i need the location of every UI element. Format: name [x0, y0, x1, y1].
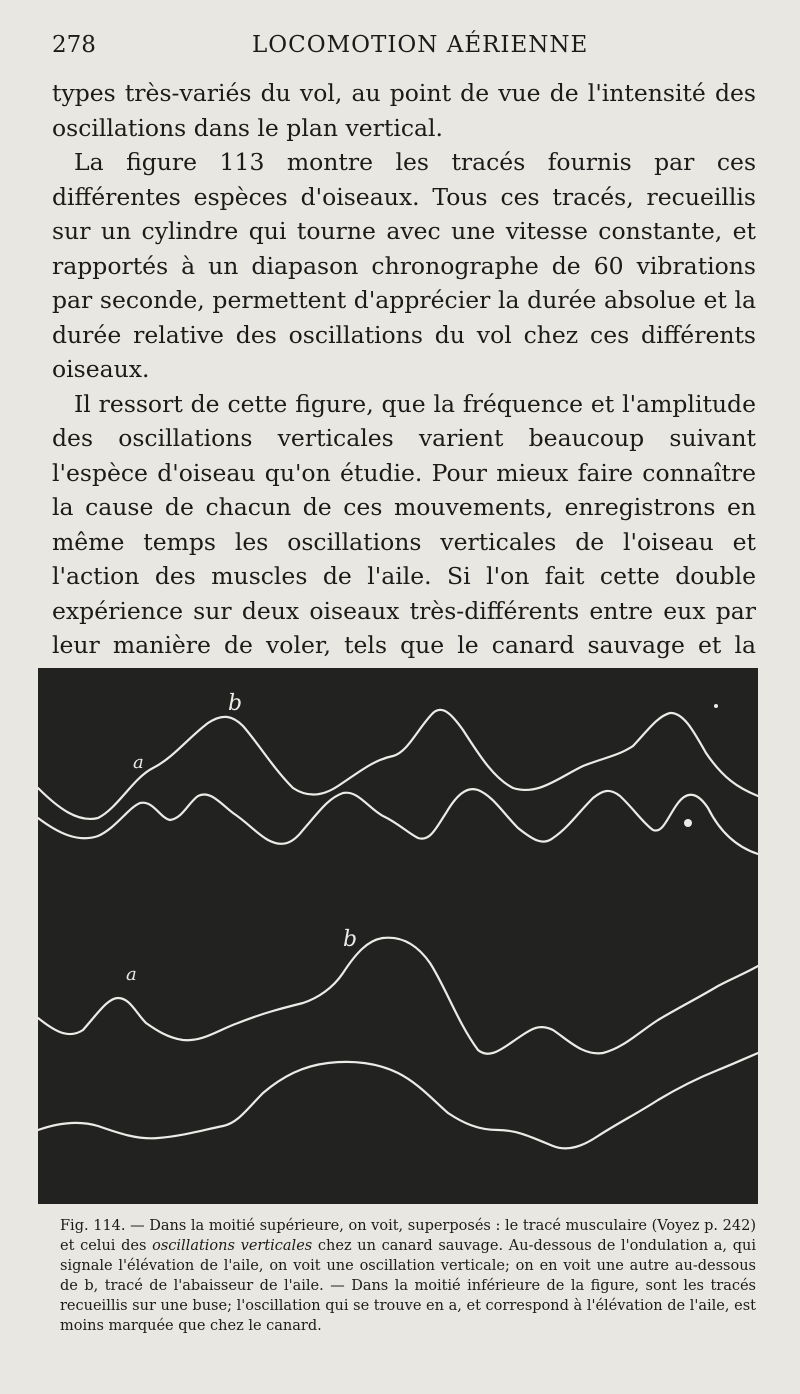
paragraph-2: La figure 113 montre les tracés fournis par ces différentes espèces d'oiseaux. Tous ces tracés, recueillis sur un cylindre qui tourne avec une vitesse constante, et rapportés à un diapason chronographe de 60 vibrations par seconde, permettent d'apprécier la durée absolue et la durée relative des oscillations du vol chez ces différents oiseaux.	[52, 148, 756, 383]
page-number: 278	[52, 32, 96, 58]
caption-fig-label: Fig. 114.	[60, 1218, 126, 1234]
ink-speck	[684, 819, 692, 827]
body-text	[52, 76, 756, 697]
paragraph-1: types très-variés du vol, au point de vue de l'intensité des oscillations dans le plan vertical.	[52, 79, 756, 142]
running-title: LOCOMOTION AÉRIENNE	[252, 32, 589, 58]
lower-label-b: b	[343, 927, 358, 952]
figure-caption	[60, 1216, 756, 1336]
figure-114	[38, 668, 758, 1204]
caption-text-part1: — Dans la moitié supérieure, on voit, superposés : le tracé musculaire (Voyez p. 242) et celui des	[60, 1218, 756, 1254]
paragraph-3: Il ressort de cette figure, que la fréquence et l'amplitude des oscillations verticales varient beaucoup suivant l'espèce d'oiseau qu'on étudie. Pour mieux faire connaître la cause de chacun de ces mouvements, enregistrons en même temps les oscillations verticales de l'oiseau et l'action des muscles de l'aile. Si l'on fait cette double expérience sur deux oiseaux très-différents entre eux par leur manière de voler, tels que le canard sauvage et la	[52, 389, 756, 659]
caption-emphasis: oscillations verticales	[152, 1238, 313, 1254]
lower-oscillation-trace	[38, 1053, 758, 1148]
caption-text-part2: chez un canard sauvage. Au-dessous de l'ondulation a, qui signale l'élévation de l'aile, on voit une oscillation verticale; on en voit une autre au-dessous de b, tracé de l'abaisseur de l'aile. — Dans la moitié inférieure de la figure, sont les tracés recueillis sur une buse; l'oscillation qui se trouve en a, et correspond à l'élévation de l'aile, est moins marquée que chez le canard.	[60, 1238, 756, 1334]
page-header	[52, 32, 756, 66]
upper-label-b: b	[228, 691, 243, 716]
upper-oscillation-trace	[38, 789, 758, 854]
ink-speck	[714, 704, 718, 708]
upper-label-a: a	[133, 752, 144, 773]
figure-traces	[38, 668, 758, 1204]
lower-label-a: a	[126, 964, 137, 985]
lower-muscle-trace	[38, 938, 758, 1054]
